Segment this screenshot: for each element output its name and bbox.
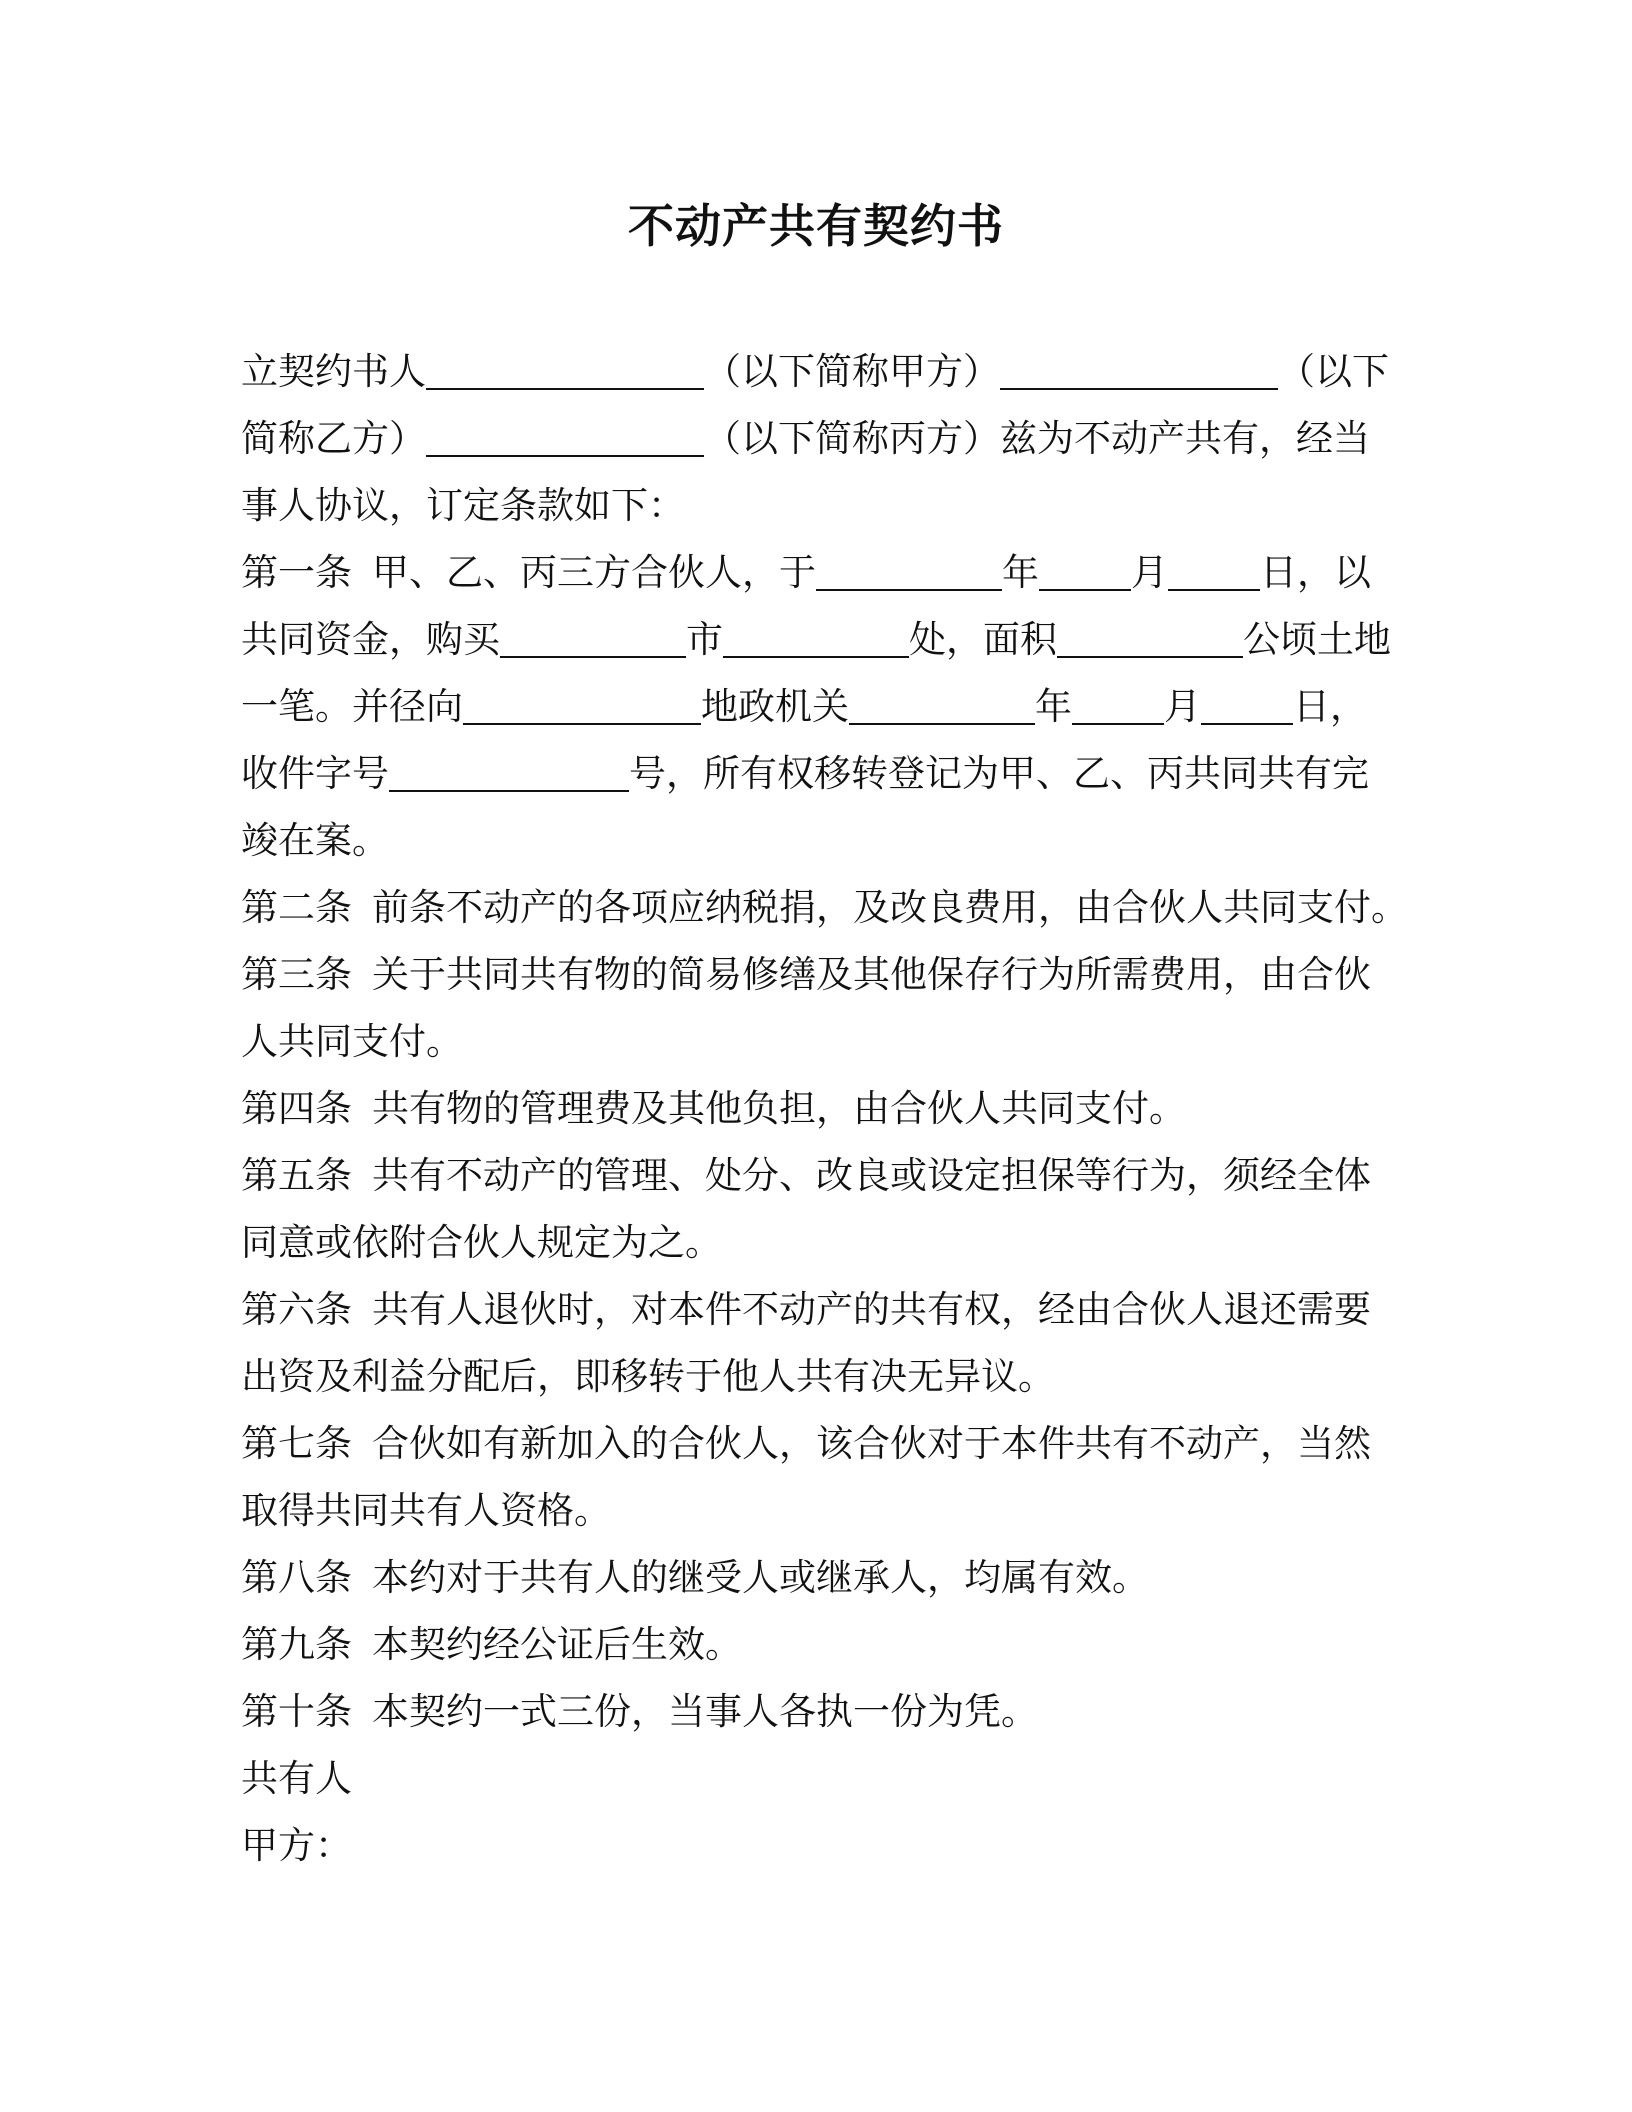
blank-register-month — [1072, 677, 1164, 725]
preamble-line-2 — [241, 405, 1401, 472]
article-text: 市 — [686, 618, 723, 661]
blank-register-year — [849, 677, 1035, 725]
article-3-line-1 — [241, 941, 1401, 1008]
article-text: 月 — [1131, 551, 1168, 594]
preamble-text: （以下简称甲方） — [704, 350, 1000, 393]
article-text: 年 — [1002, 551, 1039, 594]
article-text: 地政机关 — [701, 685, 849, 728]
article-text: 关于共同共有物的简易修缮及其他保存行为所需费用，由合伙 — [372, 953, 1371, 996]
article-text: 日，以 — [1260, 551, 1371, 594]
signature-owners-label: 共有人 — [241, 1757, 352, 1800]
article-heading: 第一条 — [241, 551, 352, 594]
article-5-line-2: 同意或依附合伙人规定为之。 — [241, 1221, 722, 1264]
article-text: 共有人退伙时，对本件不动产的共有权，经由合伙人退还需要 — [372, 1288, 1371, 1331]
blank-purchase-day — [1168, 543, 1260, 591]
blank-city — [500, 610, 686, 658]
article-heading: 第六条 — [241, 1288, 352, 1331]
blank-party-b — [1000, 342, 1278, 390]
article-1-line-5: 竣在案。 — [241, 819, 389, 862]
document-title: 不动产共有契约书 — [628, 199, 1004, 253]
article-text: 本约对于共有人的继受人或继承人，均属有效。 — [372, 1556, 1149, 1599]
article-7-line-2: 取得共同共有人资格。 — [241, 1489, 611, 1532]
preamble-text: 简称乙方） — [241, 417, 426, 460]
article-text: 月 — [1164, 685, 1201, 728]
preamble-text: 立契约书人 — [241, 350, 426, 393]
article-text: 共同资金，购买 — [241, 618, 500, 661]
blank-purchase-month — [1039, 543, 1131, 591]
article-heading: 第四条 — [241, 1087, 352, 1130]
article-text: 号，所有权移转登记为甲、乙、丙共同共有完 — [629, 752, 1369, 795]
article-heading: 第七条 — [241, 1422, 352, 1465]
blank-location — [723, 610, 909, 658]
article-text: 公顷土地 — [1243, 618, 1391, 661]
document-body — [241, 338, 1408, 1879]
article-heading: 第五条 — [241, 1154, 352, 1197]
article-6-line-1 — [241, 1276, 1401, 1343]
article-text: 合伙如有新加入的合伙人，该合伙对于本件共有不动产，当然 — [372, 1422, 1371, 1465]
article-10 — [241, 1678, 1401, 1745]
article-1-line-2 — [241, 606, 1401, 673]
article-text: 收件字号 — [241, 752, 389, 795]
preamble-line-1 — [241, 338, 1401, 405]
article-1-line-1 — [241, 539, 1401, 606]
blank-party-c — [426, 409, 704, 457]
blank-area — [1057, 610, 1243, 658]
article-text: 共有物的管理费及其他负担，由合伙人共同支付。 — [372, 1087, 1186, 1130]
article-text: 一笔。并径向 — [241, 685, 463, 728]
article-text: 本契约一式三份，当事人各执一份为凭。 — [372, 1690, 1038, 1733]
article-heading: 第八条 — [241, 1556, 352, 1599]
article-text: 本契约经公证后生效。 — [372, 1623, 742, 1666]
article-8 — [241, 1544, 1401, 1611]
preamble-text: （以下简称丙方）兹为不动产共有，经当 — [704, 417, 1370, 460]
article-3-line-2: 人共同支付。 — [241, 1020, 463, 1063]
article-6-line-2: 出资及利益分配后，即移转于他人共有决无异议。 — [241, 1355, 1055, 1398]
article-heading: 第九条 — [241, 1623, 352, 1666]
preamble-text: （以下 — [1278, 350, 1389, 393]
blank-purchase-year — [816, 543, 1002, 591]
article-text: 前条不动产的各项应纳税捐，及改良费用，由合伙人共同支付。 — [372, 886, 1408, 929]
blank-land-office — [463, 677, 701, 725]
article-heading: 第十条 — [241, 1690, 352, 1733]
article-7-line-1 — [241, 1410, 1401, 1477]
article-text: 处，面积 — [909, 618, 1057, 661]
blank-party-a — [426, 342, 704, 390]
article-2 — [241, 874, 1408, 941]
article-1-line-4 — [241, 740, 1401, 807]
article-text: 甲、乙、丙三方合伙人，于 — [372, 551, 816, 594]
blank-receipt-number — [389, 744, 629, 792]
article-4 — [241, 1075, 1401, 1142]
signature-party-a-label: 甲方： — [241, 1824, 352, 1867]
article-1-line-3 — [241, 673, 1401, 740]
article-heading: 第三条 — [241, 953, 352, 996]
article-text: 共有不动产的管理、处分、改良或设定担保等行为，须经全体 — [372, 1154, 1371, 1197]
preamble-line-3: 事人协议，订定条款如下： — [241, 484, 685, 527]
article-5-line-1 — [241, 1142, 1401, 1209]
article-9 — [241, 1611, 1401, 1678]
article-heading: 第二条 — [241, 886, 352, 929]
blank-register-day — [1201, 677, 1293, 725]
article-text: 年 — [1035, 685, 1072, 728]
article-text: 日， — [1293, 685, 1367, 728]
